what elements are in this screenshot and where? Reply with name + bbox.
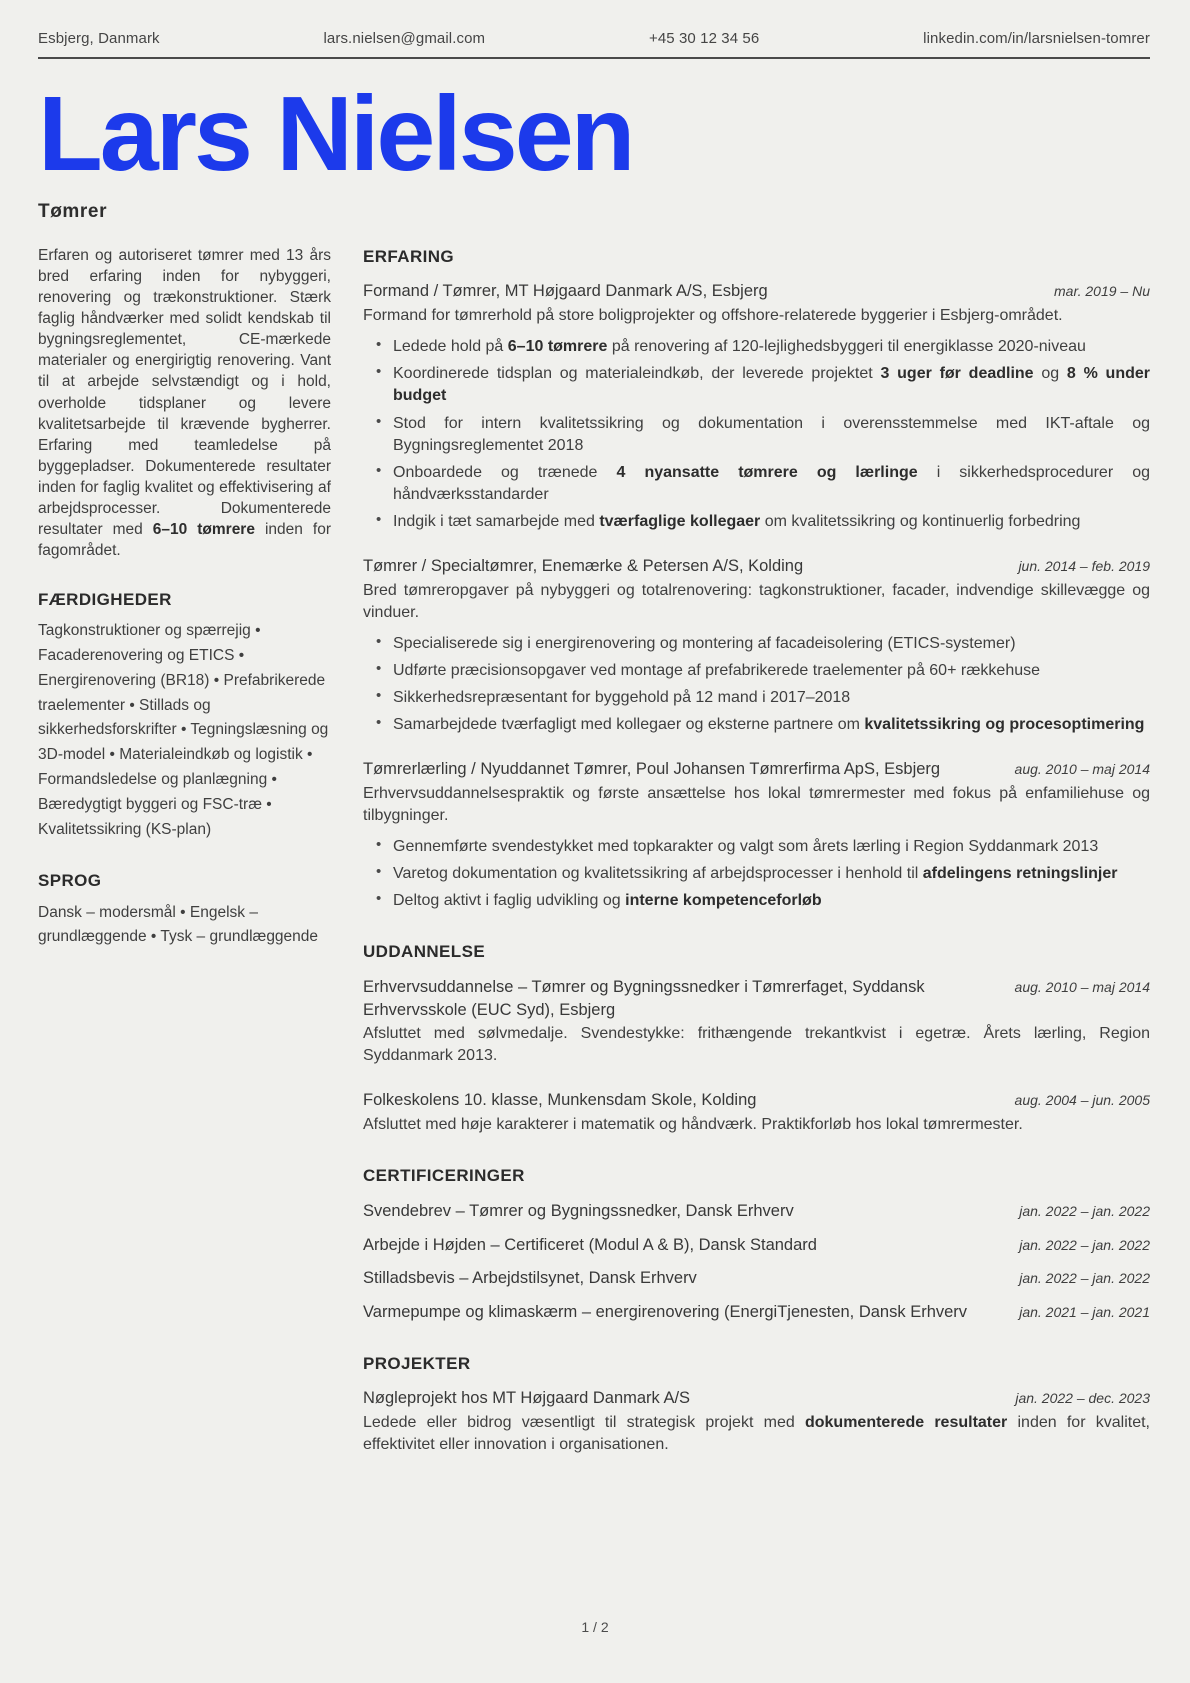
entry-title: Erhvervsuddannelse – Tømrer og Bygningssnedker i Tømrerfaget, Syddansk Erhvervsskole (EUC Syd), Esbjerg [363, 977, 925, 1019]
contact-location: Esbjerg, Danmark [38, 30, 160, 47]
bullet-item: • Indgik i tæt samarbejde med tværfaglige kollegaer om kvalitetssikring og kontinuerlig forbedring [376, 511, 1150, 533]
entry-title: Formand / Tømrer, MT Højgaard Danmark A/S, Esbjerg [363, 282, 768, 301]
entry-dates: aug. 2004 – jun. 2005 [1014, 1092, 1150, 1109]
certification-title: Svendebrev – Tømrer og Bygningssnedker, Dansk Erhverv [363, 1201, 794, 1220]
experience-entry [363, 758, 1150, 912]
entry-head [363, 758, 1150, 781]
certification-dates: jan. 2022 – jan. 2022 [1019, 1202, 1150, 1219]
entry-head [363, 280, 1150, 303]
entry-dates: aug. 2010 – maj 2014 [1014, 978, 1150, 995]
profile-summary: Erfaren og autoriseret tømrer med 13 års bred erfaring inden for nybyggeri, renovering og trækonstruktioner. Stærk faglig håndværker med solidt kendskab til bygningsreglementet, CE-mærkede materialer og energirigtig renovering. Vant til at arbejde selvstændigt og i hold, overholde tidsplaner og levere kvalitetsarbejde til krævende bygherrer. Erfaring med teamledelse på byggepladser. Dokumenterede resultater inden for faglig kvalitet og effektivisering af arbejdsprocesser. Dokumenterede resultater med 6–10 tømrere inden for fagområdet. [38, 247, 331, 560]
experience-entry [363, 280, 1150, 532]
bullet-item: • Udførte præcisionsopgaver ved montage af prefabrikerede traelementer på 60+ rækkehuse [376, 660, 1150, 682]
bullet-item: • Deltog aktivt i faglig udvikling og interne kompetenceforløb [376, 890, 1150, 912]
left-column [38, 245, 331, 1478]
contact-header [38, 30, 1150, 47]
projects-heading: PROJEKTER [363, 1353, 471, 1373]
contact-linkedin: linkedin.com/in/larsnielsen-tomrer [923, 30, 1150, 47]
entry-description: Ledede eller bidrog væsentligt til strategisk projekt med dokumenterede resultater inden for kvalitet, effektivitet eller innovation i organisationen. [363, 1414, 1150, 1454]
entry-summary: Formand for tømrerhold på store boligprojekter og offshore-relaterede byggerier i Esbjerg-området. [363, 307, 1063, 325]
education-entry [363, 1089, 1150, 1136]
bullet-item: • Onboardede og trænede 4 nyansatte tømrere og lærlinge i sikkerhedsprocedurer og håndværksstandarder [376, 462, 1150, 506]
entry-title: Tømrerlærling / Nyuddannet Tømrer, Poul Johansen Tømrerfirma ApS, Esbjerg [363, 760, 941, 779]
languages-heading: SPROG [38, 871, 102, 891]
entry-summary: Erhvervsuddannelsespraktik og første ansættelse hos lokal tømrermester med fokus på enfamiliehuse og tilbygninger. [363, 784, 1150, 824]
certification-title: Arbejde i Højden – Certificeret (Modul A & B), Dansk Standard [363, 1235, 817, 1254]
bullet-item: • Gennemførte svendestykket med topkarakter og valgt som årets lærling i Region Syddanmark 2013 [376, 836, 1150, 858]
certification-title: Varmepumpe og klimaskærm – energirenovering (EnergiTjenesten, Dansk Erhverv [363, 1303, 968, 1322]
entry-head [363, 555, 1150, 578]
right-column [363, 245, 1150, 1478]
page-title: Lars Nielsen [38, 75, 633, 193]
entry-title: Tømrer / Specialtømrer, Enemærke & Petersen A/S, Kolding [363, 556, 804, 575]
entry-dates: aug. 2010 – maj 2014 [1014, 761, 1150, 778]
project-entry [363, 1387, 1150, 1456]
content-columns [38, 245, 1150, 1478]
bullet-item: • Varetog dokumentation og kvalitetssikring af arbejdsprocesser i henhold til afdelingens retningslinjer [376, 863, 1150, 885]
bullet-item: • Sikkerhedsrepræsentant for byggehold på 12 mand i 2017–2018 [376, 687, 1150, 709]
certification-dates: jan. 2022 – jan. 2022 [1019, 1270, 1150, 1287]
bullet-item: • Ledede hold på 6–10 tømrere på renovering af 120-lejlighedsbyggeri til energiklasse 2020-niveau [376, 336, 1150, 358]
person-role: Tømrer [38, 201, 108, 222]
certifications-heading: CERTIFICERINGER [363, 1166, 525, 1186]
entry-head [363, 976, 1150, 1022]
entry-title: Nøgleprojekt hos MT Højgaard Danmark A/S [363, 1389, 691, 1408]
entry-head [363, 1089, 1150, 1112]
certification-dates: jan. 2021 – jan. 2021 [1019, 1304, 1150, 1321]
bullet-item: • Specialiserede sig i energirenovering og montering af facadeisolering (ETICS-systemer) [376, 633, 1150, 655]
entry-dates: mar. 2019 – Nu [1054, 283, 1150, 300]
skills-heading: FÆRDIGHEDER [38, 590, 172, 610]
certification-title: Stilladsbevis – Arbejdstilsynet, Dansk Erhverv [363, 1269, 697, 1288]
education-heading: UDDANNELSE [363, 942, 486, 962]
languages-list: Dansk – modersmål • Engelsk – grundlæggende • Tysk – grundlæggende [38, 903, 319, 946]
contact-email: lars.nielsen@gmail.com [323, 30, 486, 47]
entry-dates: jan. 2022 – dec. 2023 [1015, 1390, 1150, 1407]
entry-head [363, 1387, 1150, 1410]
certification-dates: jan. 2022 – jan. 2022 [1019, 1236, 1150, 1253]
bullet-list [363, 336, 1150, 533]
header-divider [38, 57, 1150, 59]
bullet-item: • Samarbejdede tværfagligt med kollegaer og eksterne partnere om kvalitetssikring og procesoptimering [376, 714, 1150, 736]
bullet-item: • Stod for intern kvalitetssikring og dokumentation i overensstemmelse med IKT-aftale og Bygningsreglementet 2018 [376, 413, 1150, 457]
experience-entry [363, 555, 1150, 736]
education-entry [363, 976, 1150, 1068]
experience-heading: ERFARING [363, 247, 455, 266]
skills-list: Tagkonstruktioner og spærrejig • Facaderenovering og ETICS • Energirenovering (BR18) • Prefabrikerede traelementer • Stillads og sikkerhedsforskrifter • Tegningslæsning og 3D-model • Materialeindkøb og logistik • Formandsledelse og planlægning • Bæredygtigt byggeri og FSC-træ • Kvalitetssikring (KS-plan) [38, 622, 329, 838]
entry-title: Folkeskolens 10. klasse, Munkensdam Skole, Kolding [363, 1091, 757, 1110]
bullet-item: • Koordinerede tidsplan og materialeindkøb, der leverede projektet 3 uger før deadline og 8 % under budget [376, 363, 1150, 407]
certification-row [363, 1234, 1150, 1257]
entry-dates: jun. 2014 – feb. 2019 [1018, 557, 1150, 574]
entry-summary: Bred tømreropgaver på nybyggeri og totalrenovering: tagkonstruktioner, facader, indvendige skillevægge og vinduer. [363, 581, 1150, 621]
entry-description: Afsluttet med sølvmedalje. Svendestykke: frithængende trekantkvist i egetræ. Årets lærling, Region Syddanmark 2013. [363, 1025, 1150, 1065]
page-number: 1 / 2 [581, 1619, 609, 1635]
bullet-list [363, 836, 1150, 912]
bullet-list [363, 633, 1150, 736]
entry-description: Afsluttet med høje karakterer i matematik og håndværk. Praktikforløb hos lokal tømrermester. [363, 1116, 1023, 1134]
contact-phone: +45 30 12 34 56 [648, 30, 760, 47]
certification-row [363, 1267, 1150, 1290]
certification-row [363, 1200, 1150, 1223]
certification-row [363, 1301, 1150, 1324]
